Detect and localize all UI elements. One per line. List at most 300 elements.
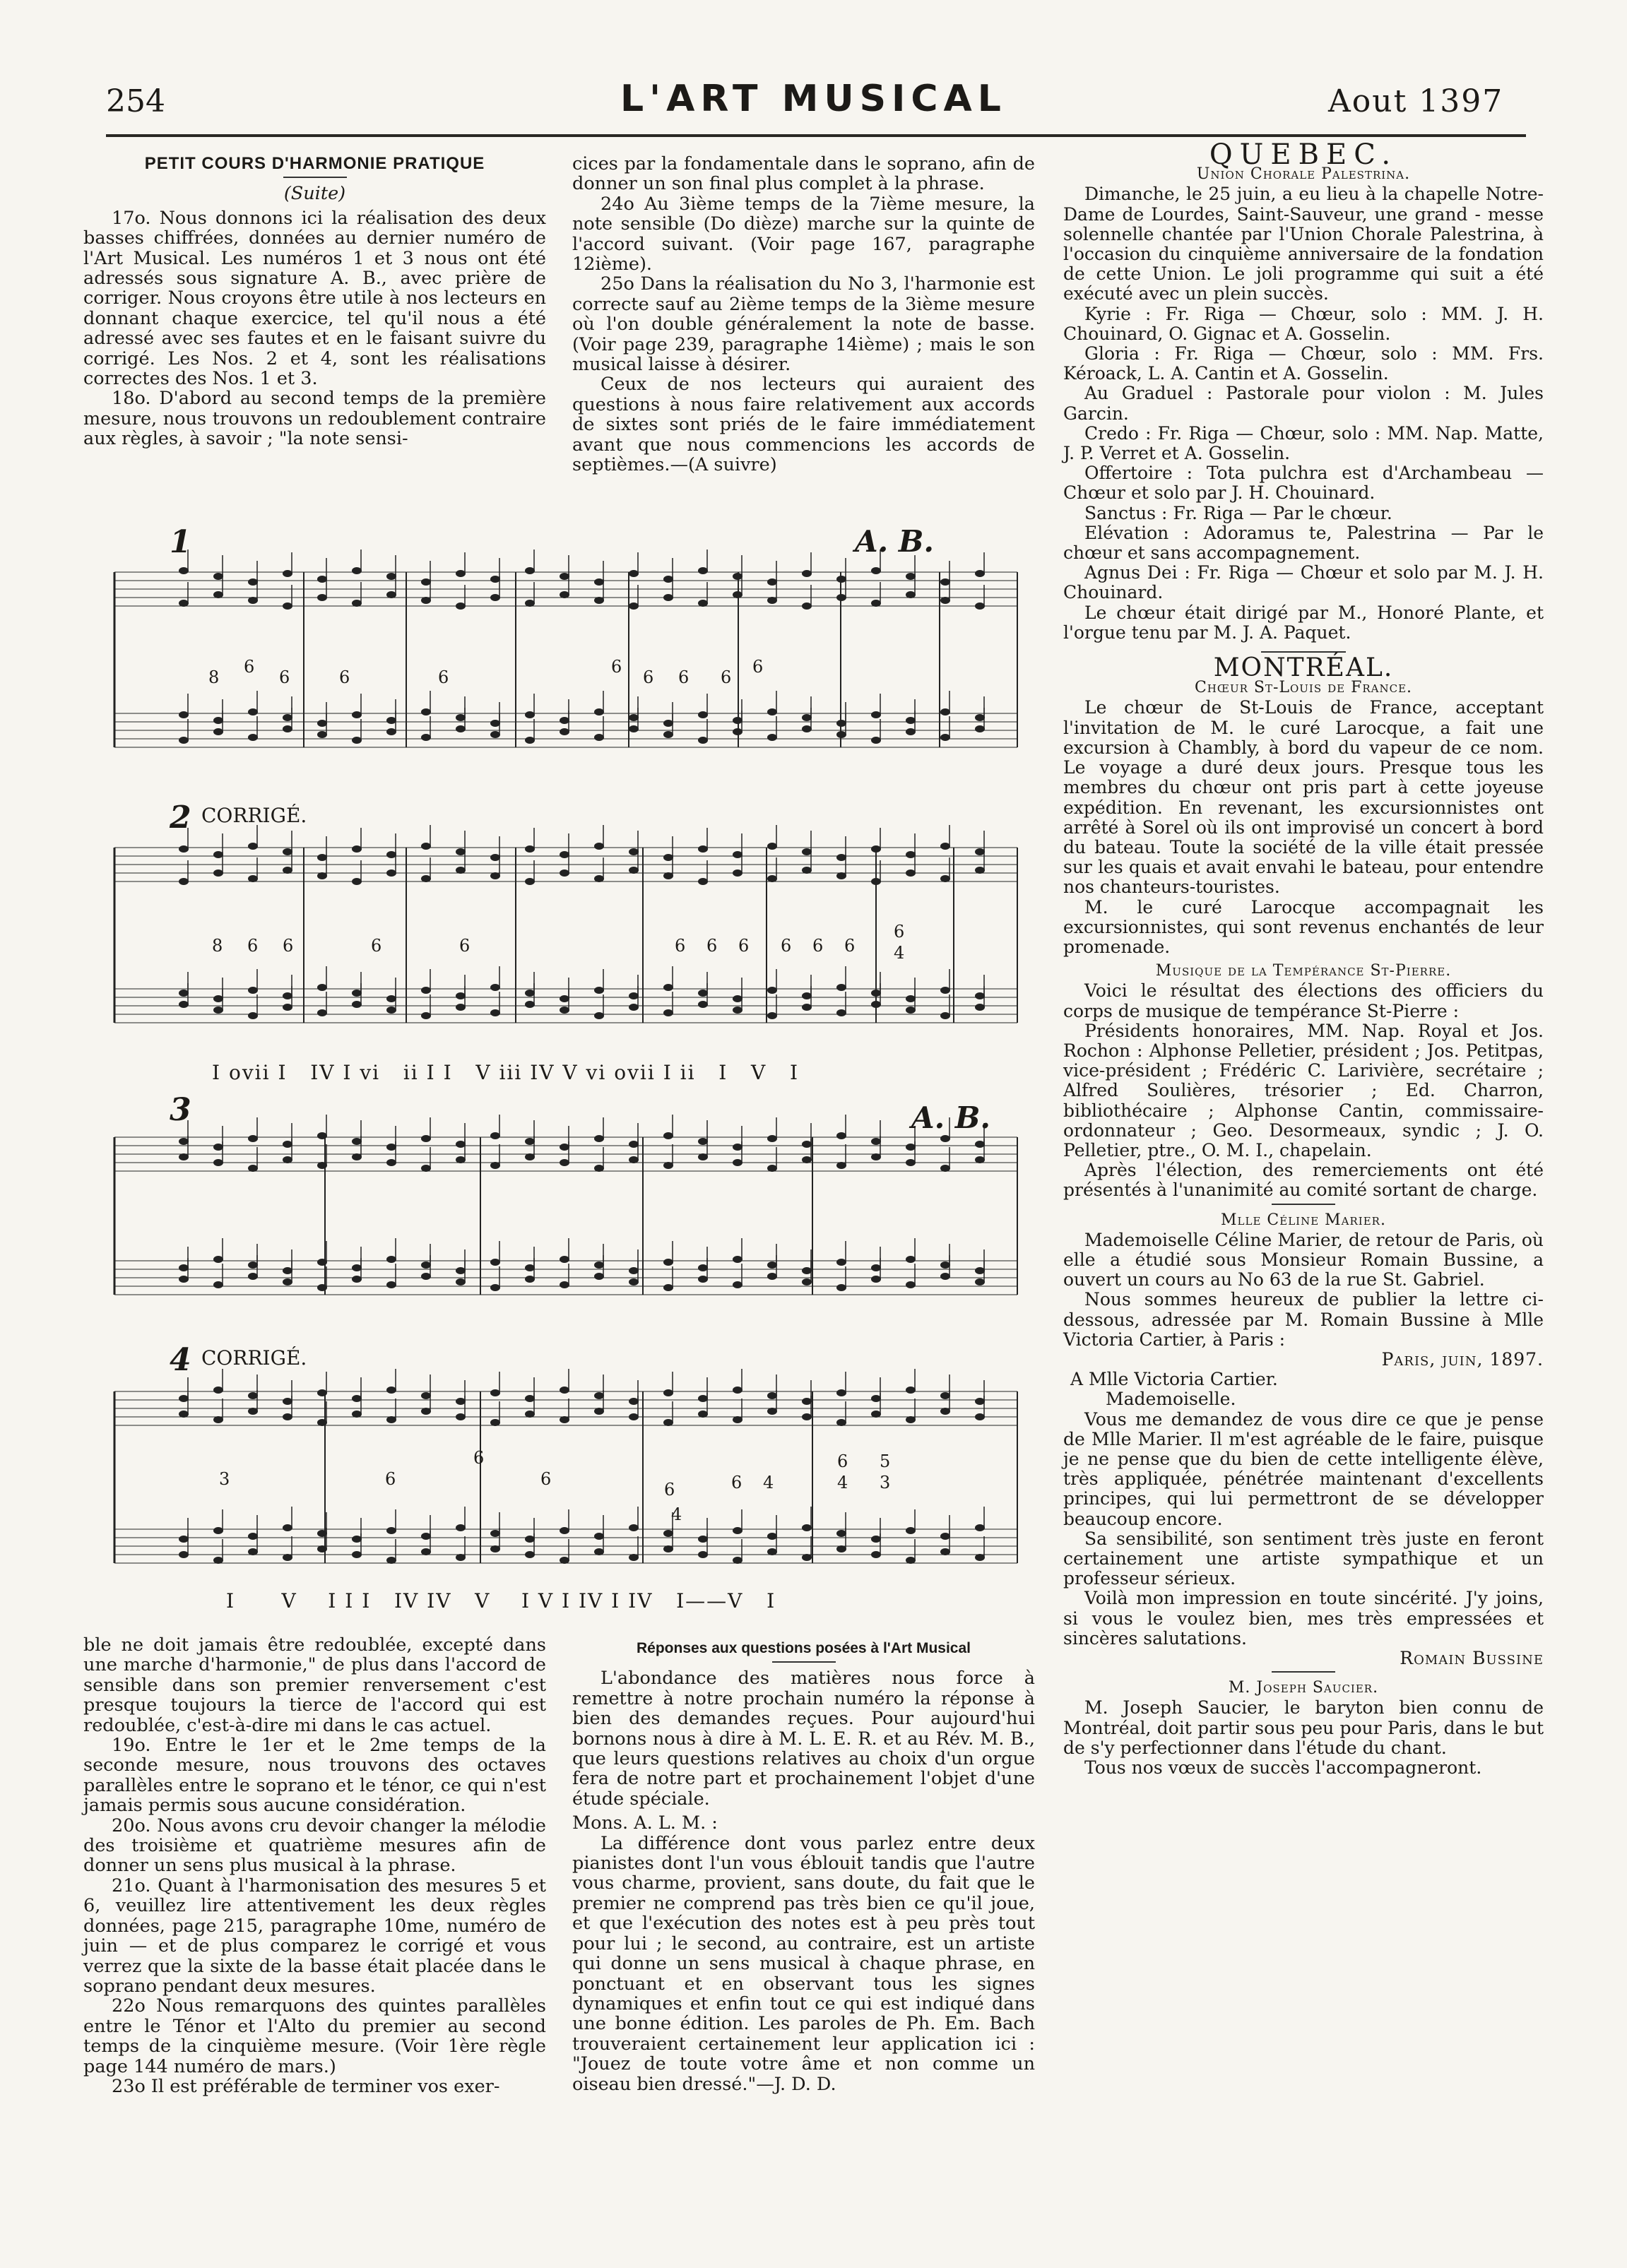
note-head (248, 1273, 258, 1280)
note-head (525, 711, 535, 718)
figure-1-6: 6 (611, 657, 622, 677)
short-rule (772, 1661, 836, 1663)
note-head (456, 867, 466, 874)
note-head (456, 570, 466, 577)
note-head (940, 597, 950, 604)
note-head (386, 573, 396, 580)
harmony-column-bottom (83, 1635, 546, 2096)
note-head (733, 717, 742, 724)
note-head (940, 1012, 950, 1019)
paragraph-21: 21o. Quant à l'harmonisation des mesures 5 et 6, veuillez lire attentivement les deux règles données, page 215, paragraphe 10me, numéro de juin — et de plus comparez le corrigé et vous verrez que la sixte de la basse était placée dans le soprano pendant deux mesures. (83, 1875, 546, 1997)
note-head (421, 1012, 431, 1019)
note-head (836, 1419, 846, 1426)
music-examples (106, 523, 1039, 1613)
note-head (386, 1144, 396, 1151)
note-head (698, 1276, 708, 1283)
example-4-number: 4 (170, 1342, 191, 1378)
note-head (802, 1267, 812, 1274)
note-head (698, 1264, 708, 1271)
note-head (663, 594, 673, 601)
note-head (490, 984, 500, 991)
note-head (733, 1007, 742, 1014)
note-head (871, 567, 881, 574)
note-head (629, 602, 639, 610)
note-head (421, 843, 431, 850)
note-head (940, 1533, 950, 1540)
note-head (179, 845, 189, 853)
figure-2-8: 6 (738, 936, 750, 956)
note-head (179, 1411, 189, 1418)
note-head (663, 1162, 673, 1169)
note-head (802, 1524, 812, 1531)
quebec-kyrie: Kyrie : Fr. Riga — Chœur, solo : MM. J. H. Chouinard, O. Gignac et A. Gosselin. (1063, 303, 1544, 344)
montreal-heading: MONTRÉAL. (1213, 653, 1394, 683)
note-head (733, 573, 742, 580)
note-head (456, 1278, 466, 1286)
note-head (698, 990, 708, 997)
note-head (906, 1007, 916, 1014)
note-head (733, 869, 742, 877)
figure-1-3: 6 (279, 667, 290, 687)
note-head (767, 1135, 777, 1142)
note-head (767, 875, 777, 882)
note-head (456, 1141, 466, 1148)
note-head (594, 875, 604, 882)
note-head (352, 1551, 362, 1558)
note-head (456, 848, 466, 855)
montreal-paragraph-4: Présidents honoraires, MM. Nap. Royal et Jos. Rochon : Alphonse Pelletier, président ; Jos. Petitpas, vice-président ; Frédéric C. Larivière, secrétaire ; Alfred Soulières, trésorier ; Ed. Charron, bibliothécaire ; Alphonse Cantin, commissaire-ordonnateur ; Geo. Desormeaux, syndic ; J. O. Pelletier, ptre., O. M. I., chapelain. (1063, 1020, 1544, 1160)
figure-2-2: 6 (247, 936, 259, 956)
note-head (975, 1004, 985, 1011)
letter-date: Paris, juin, 1897. (1381, 1348, 1544, 1370)
figure-2-13: 4 (894, 943, 905, 963)
note-head (594, 578, 604, 586)
note-head (560, 573, 569, 580)
note-head (213, 1281, 223, 1288)
note-head (871, 1153, 881, 1160)
note-head (767, 1392, 777, 1399)
note-head (490, 594, 500, 601)
note-head (629, 1004, 639, 1011)
example-1-signature: A. B. (855, 524, 934, 559)
note-head (871, 1138, 881, 1145)
note-head (698, 711, 708, 718)
note-head (802, 867, 812, 874)
note-head (906, 1281, 916, 1288)
note-head (248, 1548, 258, 1555)
harmony-column-middle (572, 154, 1035, 475)
reponses-column (572, 1639, 1035, 2094)
note-head (421, 987, 431, 994)
note-head (317, 1132, 327, 1139)
note-head (906, 1527, 916, 1534)
short-rule (1272, 1671, 1335, 1673)
note-head (317, 1545, 327, 1552)
note-head (421, 708, 431, 716)
note-head (456, 725, 466, 732)
note-head (248, 1533, 258, 1540)
note-head (490, 576, 500, 583)
paragraph-25: 25o Dans la réalisation du No 3, l'harmonie est correcte sauf au 2ième temps de la 3ième mesure où l'on double généralement la note de basse. (Voir page 239, paragraphe 14ième) ; mais le son musical laisse à désirer. (572, 273, 1035, 376)
note-head (836, 1162, 846, 1169)
note-head (283, 1398, 292, 1405)
note-head (733, 1281, 742, 1288)
note-head (490, 1162, 500, 1169)
note-head (940, 1548, 950, 1555)
note-head (421, 1135, 431, 1142)
letter-paragraph-2: Sa sensibilité, son sentiment très juste en feront certainement une artiste sympathique et un professeur sérieux. (1063, 1528, 1544, 1589)
note-head (248, 875, 258, 882)
note-head (733, 1557, 742, 1564)
figure-1-9: 6 (721, 667, 732, 687)
note-head (490, 1545, 500, 1552)
note-head (248, 1135, 258, 1142)
note-head (698, 737, 708, 744)
quebec-credo: Credo : Fr. Riga — Chœur, solo : MM. Nap. Matte, J. P. Verret et A. Gosselin. (1063, 422, 1544, 464)
note-head (525, 845, 535, 853)
note-head (525, 600, 535, 607)
paragraph-23-end: cices par la fondamentale dans le soprano, afin de donner un son final plus complet à la phrase. (572, 153, 1035, 195)
note-head (317, 731, 327, 738)
note-head (317, 872, 327, 879)
note-head (213, 717, 223, 724)
note-head (698, 1138, 708, 1145)
note-head (767, 1533, 777, 1540)
note-head (283, 1004, 292, 1011)
paragraph-18: 18o. D'abord au second temps de la première mesure, nous trouvons un redoublement contraire aux règles, à savoir ; "la note sensi- (83, 388, 546, 450)
note-head (352, 845, 362, 853)
note-head (975, 714, 985, 721)
note-head (767, 578, 777, 586)
note-head (698, 1536, 708, 1543)
note-head (560, 1159, 569, 1166)
note-head (733, 995, 742, 1002)
note-head (490, 872, 500, 879)
example-4-label: CORRIGÉ. (201, 1346, 307, 1370)
note-head (456, 1156, 466, 1163)
figure-2-3: 6 (283, 936, 294, 956)
note-head (386, 995, 396, 1002)
note-head (594, 987, 604, 994)
note-head (283, 1267, 292, 1274)
note-head (213, 1144, 223, 1151)
note-head (802, 570, 812, 577)
note-head (594, 708, 604, 716)
reponses-paragraph-1: L'abondance des matières nous force à remettre à notre prochain numéro la réponse à bien des demandes reçues. Pour aujourd'hui bornons nous à dire à M. L. E. R. et au Rév. M. B., que leurs questions relatives au choix d'un orgue fera de notre part et prochainement l'objet d'une étude spéciale. (572, 1668, 1035, 1810)
note-head (767, 843, 777, 850)
figure-4-3: 6 (473, 1448, 485, 1468)
note-head (179, 567, 189, 574)
note-head (525, 1153, 535, 1160)
note-head (525, 1395, 535, 1402)
note-head (836, 1259, 846, 1266)
note-head (525, 567, 535, 574)
note-head (283, 992, 292, 999)
note-head (179, 1551, 189, 1558)
montreal-paragraph-7: Nous sommes heureux de publier la lettre ci-dessous, adressée par M. Romain Bussine à Mlle Victoria Cartier, à Paris : (1063, 1289, 1544, 1350)
note-head (560, 1007, 569, 1014)
note-head (802, 725, 812, 732)
note-head (906, 995, 916, 1002)
note-head (629, 1398, 639, 1405)
note-head (386, 728, 396, 735)
figure-1-4: 6 (339, 667, 350, 687)
quebec-gloria: Gloria : Fr. Riga — Chœur, solo : MM. Frs. Kéroack, L. A. Cantin et A. Gosselin. (1063, 343, 1544, 384)
figure-4-11: 3 (880, 1473, 891, 1492)
note-head (490, 731, 500, 738)
note-head (560, 1387, 569, 1394)
note-head (248, 734, 258, 741)
note-head (560, 717, 569, 724)
note-head (352, 1536, 362, 1543)
note-head (767, 1012, 777, 1019)
note-head (560, 1557, 569, 1564)
note-head (421, 1408, 431, 1415)
note-head (871, 1536, 881, 1543)
note-head (490, 1530, 500, 1537)
note-head (317, 854, 327, 861)
note-head (836, 1389, 846, 1396)
note-head (871, 1411, 881, 1418)
montreal-subheading-1: Chœur St-Louis de France. (1194, 679, 1413, 697)
montreal-paragraph-5: Après l'élection, des remerciements ont été présentés à l'unanimité au comité sortant de charge. (1063, 1160, 1544, 1201)
note-head (629, 725, 639, 732)
note-head (663, 576, 673, 583)
note-head (386, 1416, 396, 1423)
note-head (490, 1259, 500, 1266)
figure-2-1: 8 (212, 936, 223, 956)
note-head (767, 987, 777, 994)
figure-2-11: 6 (844, 936, 856, 956)
note-head (352, 1264, 362, 1271)
example-4-roman-numerals: I V I I I IV IV V I V I IV I IV I——V I (226, 1589, 776, 1613)
note-head (386, 869, 396, 877)
note-head (663, 1009, 673, 1016)
note-head (698, 878, 708, 885)
note-head (248, 1012, 258, 1019)
note-head (456, 992, 466, 999)
note-head (248, 987, 258, 994)
note-head (940, 875, 950, 882)
note-head (213, 1159, 223, 1166)
issue-date: Aout 1397 (1328, 83, 1504, 119)
note-head (317, 594, 327, 601)
note-head (456, 1413, 466, 1420)
example-1-number: 1 (170, 524, 191, 560)
note-head (975, 1278, 985, 1286)
figure-2-5: 6 (459, 936, 471, 956)
note-head (802, 1278, 812, 1286)
note-head (975, 867, 985, 874)
note-head (836, 1132, 846, 1139)
note-head (733, 728, 742, 735)
note-head (386, 851, 396, 858)
note-head (317, 1162, 327, 1169)
figure-2-10: 6 (812, 936, 824, 956)
note-head (940, 1392, 950, 1399)
letter-salutation: Mademoiselle. (1106, 1389, 1236, 1410)
note-head (283, 848, 292, 855)
note-head (663, 1132, 673, 1139)
note-head (386, 1557, 396, 1564)
example-3-number: 3 (170, 1092, 191, 1128)
note-head (421, 1548, 431, 1555)
note-head (248, 1408, 258, 1415)
note-head (836, 1009, 846, 1016)
note-head (940, 1408, 950, 1415)
note-head (975, 1156, 985, 1163)
note-head (802, 602, 812, 610)
note-head (663, 872, 673, 879)
section-divider (1261, 651, 1346, 653)
note-head (490, 1419, 500, 1426)
note-head (663, 1419, 673, 1426)
note-head (663, 1259, 673, 1266)
note-head (179, 711, 189, 718)
note-head (906, 851, 916, 858)
note-head (975, 848, 985, 855)
note-head (283, 1141, 292, 1148)
note-head (594, 1135, 604, 1142)
note-head (698, 1001, 708, 1008)
note-head (179, 1264, 189, 1271)
note-head (975, 725, 985, 732)
note-head (802, 1004, 812, 1011)
note-head (975, 570, 985, 577)
note-head (594, 1165, 604, 1172)
note-head (767, 1408, 777, 1415)
note-head (317, 576, 327, 583)
note-head (906, 1557, 916, 1564)
note-head (213, 573, 223, 580)
note-head (767, 1261, 777, 1269)
montreal-paragraph-2: M. le curé Larocque accompagnait les excursionnistes, qui sont revenus enchantés de leur promenade. (1063, 896, 1544, 957)
note-head (352, 600, 362, 607)
note-head (179, 1153, 189, 1160)
note-head (836, 594, 846, 601)
quebec-paragraph: Dimanche, le 25 juin, a eu lieu à la chapelle Notre-Dame de Lourdes, Saint-Sauveur, une grand - messe solennelle chantée par l'Union Chorale Palestrina, à l'occasion du cinquième anniversaire de la fondation de cette Union. Le joli programme qui suit a été exécuté avec un plein succès. (1063, 184, 1544, 304)
note-head (940, 987, 950, 994)
note-head (663, 1545, 673, 1552)
note-head (283, 1413, 292, 1420)
note-head (629, 992, 639, 999)
note-head (179, 1536, 189, 1543)
note-head (248, 597, 258, 604)
note-head (386, 591, 396, 598)
note-head (213, 869, 223, 877)
note-head (490, 1284, 500, 1291)
figure-1-7: 6 (643, 667, 654, 687)
figure-4-7: 4 (763, 1473, 774, 1492)
note-head (213, 1387, 223, 1394)
paragraph-19: 19o. Entre le 1er et le 2me temps de la seconde mesure, nous trouvons des octaves parallèles entre le soprano et le ténor, ce qui n'est jamais permis sous aucune considération. (83, 1735, 546, 1817)
note-head (525, 737, 535, 744)
letter-paragraph-1: Vous me demandez de vous dire ce que je pense de Mlle Marier. Il m'est agréable de le faire, puisque je ne pense que du bien de cette intelligente élève, très appliquée, pénétrée maintenant d'excellents principes, qui lui permettront de se développer beaucoup encore. (1063, 1408, 1544, 1529)
figure-1-1: 8 (208, 667, 220, 687)
note-head (698, 845, 708, 853)
note-head (525, 1001, 535, 1008)
quebec-director: Le chœur était dirigé par M., Honoré Plante, et l'orgue tenu par M. J. A. Paquet. (1063, 602, 1544, 643)
note-head (490, 1132, 500, 1139)
note-head (283, 1278, 292, 1286)
note-head (421, 1392, 431, 1399)
note-head (871, 1395, 881, 1402)
note-head (248, 843, 258, 850)
note-head (663, 731, 673, 738)
note-head (733, 1527, 742, 1534)
note-head (317, 1284, 327, 1291)
note-head (940, 1261, 950, 1269)
note-head (386, 1527, 396, 1534)
note-head (560, 591, 569, 598)
note-head (525, 1276, 535, 1283)
note-head (594, 1533, 604, 1540)
figure-1-10: 6 (752, 657, 764, 677)
note-head (802, 714, 812, 721)
note-head (906, 728, 916, 735)
note-head (629, 1267, 639, 1274)
figure-2-6: 6 (675, 936, 686, 956)
note-head (767, 1548, 777, 1555)
note-head (940, 1165, 950, 1172)
note-head (560, 995, 569, 1002)
note-head (248, 1165, 258, 1172)
note-head (836, 1284, 846, 1291)
note-heads (179, 550, 985, 1564)
note-head (317, 984, 327, 991)
news-column (1063, 138, 1544, 1779)
quebec-agnus: Agnus Dei : Fr. Riga — Chœur et solo par M. J. H. Chouinard. (1063, 562, 1544, 603)
paragraph-26: Ceux de nos lecteurs qui auraient des questions à nous faire relativement aux accords de sixtes sont priés de le faire immédiatement avant que nous commencions les accords de septièmes.—(A suivre) (572, 374, 1035, 476)
note-head (248, 708, 258, 716)
note-head (560, 728, 569, 735)
note-head (456, 602, 466, 610)
note-head (386, 1281, 396, 1288)
note-head (283, 1524, 292, 1531)
note-head (836, 1545, 846, 1552)
note-head (663, 854, 673, 861)
figure-4-5: 6 (664, 1480, 675, 1500)
note-head (525, 1138, 535, 1145)
note-head (836, 854, 846, 861)
note-head (871, 1551, 881, 1558)
montreal-paragraph-9: Tous nos vœux de succès l'accompagneront. (1084, 1757, 1482, 1779)
note-head (871, 1001, 881, 1008)
figure-1-5: 6 (438, 667, 449, 687)
note-head (663, 720, 673, 727)
montreal-paragraph-6: Mademoiselle Céline Marier, de retour de Paris, où elle a étudié sous Monsieur Romain Bussine, a ouvert un cours au No 63 de la rue St. Gabriel. (1063, 1229, 1544, 1290)
note-head (594, 1273, 604, 1280)
quebec-graduel: Au Graduel : Pastorale pour violon : M. Jules Garcin. (1063, 383, 1544, 424)
note-head (560, 851, 569, 858)
reponses-salutation: Mons. A. L. M. : (572, 1812, 718, 1834)
note-head (248, 1392, 258, 1399)
note-head (283, 725, 292, 732)
note-head (698, 567, 708, 574)
note-head (940, 843, 950, 850)
note-head (560, 1256, 569, 1263)
note-head (594, 1012, 604, 1019)
note-head (386, 1256, 396, 1263)
note-head (871, 600, 881, 607)
note-head (767, 597, 777, 604)
note-head (213, 1557, 223, 1564)
note-head (248, 578, 258, 586)
note-head (767, 1165, 777, 1172)
note-head (179, 878, 189, 885)
note-head (871, 990, 881, 997)
note-head (525, 1536, 535, 1543)
